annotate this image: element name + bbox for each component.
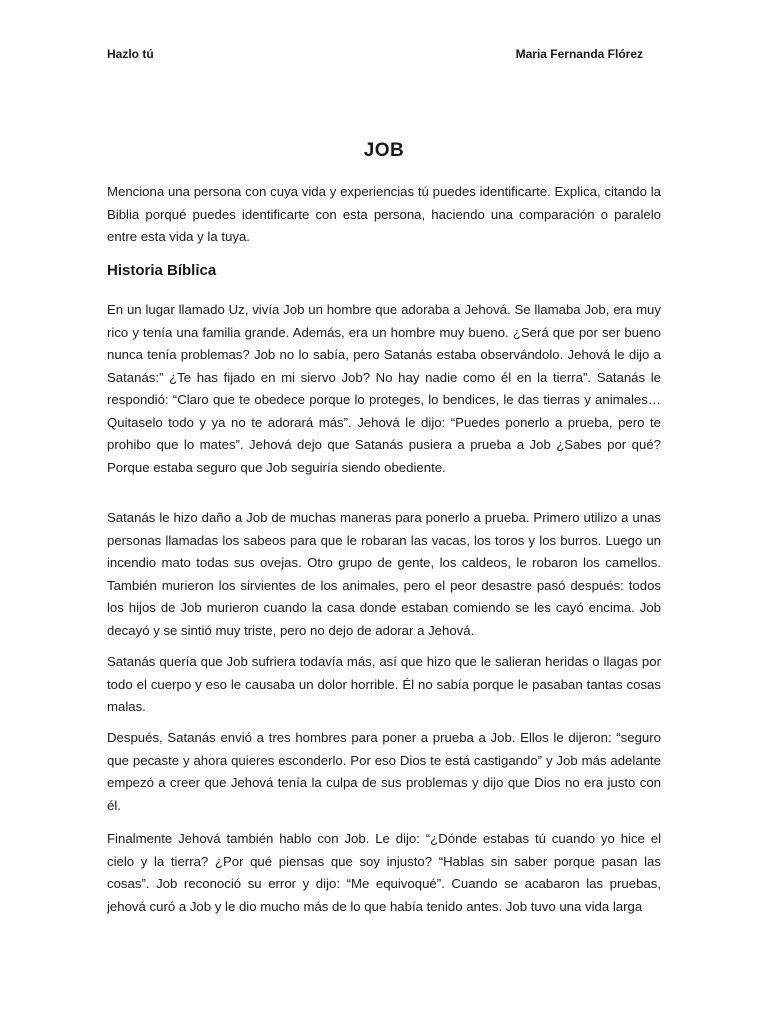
paragraph-3: Satanás quería que Job sufriera todavía más, así que hizo que le salieran heridas o llagas por todo el cuerpo y eso le causaba un dolor horrible. Él no sabía porque le pasaban tantas cosas malas. xyxy=(107,654,661,714)
paragraph-5: Finalmente Jehová también hablo con Job. Le dijo: “¿Dónde estabas tú cuando yo hice el cielo y la tierra? ¿Por qué piensas que soy injusto? “Hablas sin saber porque pasan las cosas”. Job reconoció su error y dijo: “Me equivoqué”. Cuando se acabaron las pruebas, jehová curó a Job y le dio mucho más de lo que había tenido antes. Job tuvo una vida larga xyxy=(107,831,661,914)
section-heading: Historia Bíblica xyxy=(107,262,217,279)
paragraph-4: Después, Satanás envió a tres hombres para poner a prueba a Job. Ellos le dijeron: “seguro que pecaste y ahora quieres esconderlo. Por eso Dios te está castigando” y Job más adelante empezó a creer que Jehová tenía la culpa de sus problemas y dijo que Dios no era justo con él. xyxy=(107,730,661,813)
intro-paragraph: Menciona una persona con cuya vida y experiencias tú puedes identificarte. Explica, citando la Biblia porqué puedes identificarte con esta persona, haciendo una comparación o paralelo entre esta vida y la tuya. xyxy=(107,184,661,244)
page-header xyxy=(107,47,643,61)
header-author: Maria Fernanda Flórez xyxy=(515,47,643,61)
header-left-text: Hazlo tú xyxy=(107,47,154,61)
document-title: JOB xyxy=(363,140,405,161)
paragraph-2: Satanás le hizo daño a Job de muchas maneras para ponerlo a prueba. Primero utilizo a unas personas llamadas los sabeos para que le robaran las vacas, los toros y los burros. Luego un incendio mato todas sus ovejas. Otro grupo de gente, los caldeos, le robaron los camellos. También murieron los sirvientes de los animales, pero el peor desastre pasó después: todos los hijos de Job murieron cuando la casa donde estaban comiendo se les cayó encima. Job decayó y se sintió muy triste, pero no dejo de adorar a Jehová. xyxy=(107,510,661,638)
paragraph-1: En un lugar llamado Uz, vivía Job un hombre que adoraba a Jehová. Se llamaba Job, era muy rico y tenía una familia grande. Además, era un hombre muy bueno. ¿Será que por ser bueno nunca tenía problemas? Job no lo sabía, pero Satanás estaba observándolo. Jehová le dijo a Satanás:” ¿Te has fijado en mi siervo Job? No hay nadie como él en la tierra”. Satanás le respondió: “Claro que te obedece porque lo proteges, lo bendices, le das tierras y animales… Quitaselo todo y ya no te adorará más”. Jehová le dijo: “Puedes ponerlo a prueba, pero te prohibo que lo mates”. Jehová dejo que Satanás pusiera a prueba a Job ¿Sabes por qué? Porque estaba seguro que Job seguiría siendo obediente. xyxy=(107,302,661,475)
